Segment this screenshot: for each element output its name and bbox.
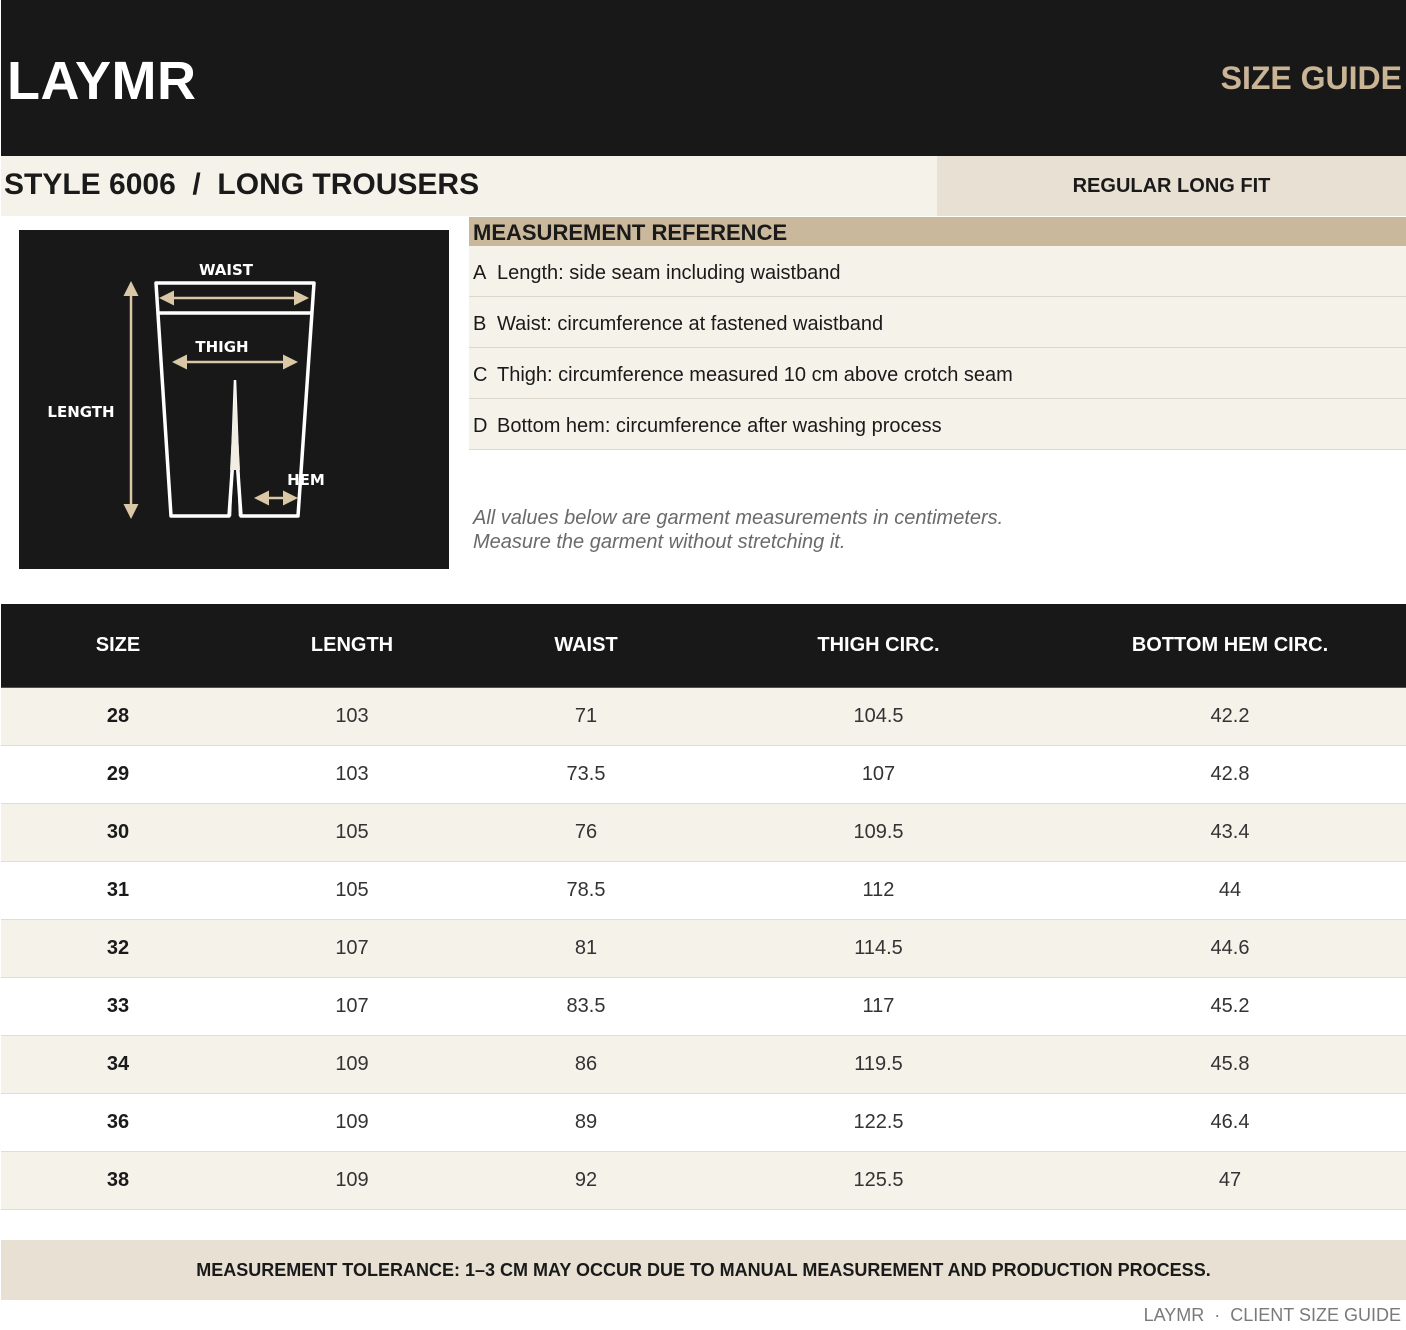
waist-label: WAIST (198, 261, 254, 279)
length-label: LENGTH (47, 403, 115, 421)
table-row (1, 862, 1406, 920)
table-row (1, 1094, 1406, 1152)
cell-thigh: 109.5 (703, 804, 1054, 862)
header-bar (1, 0, 1406, 156)
cell-waist: 86 (469, 1036, 703, 1094)
cell-length: 107 (235, 978, 469, 1036)
cell-length: 109 (235, 1152, 469, 1210)
thigh-label: THIGH (195, 338, 249, 356)
cell-bottom-hem: 44 (1054, 862, 1406, 920)
hem-label: HEM (287, 471, 325, 489)
cell-thigh: 125.5 (703, 1152, 1054, 1210)
cell-thigh: 114.5 (703, 920, 1054, 978)
table-header-row (1, 604, 1406, 688)
measurement-reference-heading: MEASUREMENT REFERENCE (469, 217, 1406, 246)
cell-size: 34 (1, 1036, 235, 1094)
cell-thigh: 112 (703, 862, 1054, 920)
reference-letter: C (473, 364, 488, 386)
cell-size: 38 (1, 1152, 235, 1210)
cell-length: 105 (235, 804, 469, 862)
cell-size: 28 (1, 688, 235, 746)
table-row (1, 746, 1406, 804)
size-table-body (1, 688, 1406, 1210)
measurement-reference-list (469, 246, 1406, 450)
cell-length: 109 (235, 1094, 469, 1152)
reference-item (469, 348, 1406, 399)
cell-length: 109 (235, 1036, 469, 1094)
cell-waist: 78.5 (469, 862, 703, 920)
table-row (1, 978, 1406, 1036)
cell-thigh: 119.5 (703, 1036, 1054, 1094)
cell-waist: 92 (469, 1152, 703, 1210)
note-line: All values below are garment measurements in centimeters. (473, 507, 1004, 529)
reference-letter: A (473, 262, 487, 284)
cell-waist: 81 (469, 920, 703, 978)
reference-text: Thigh: circumference measured 10 cm above crotch seam (497, 364, 1013, 386)
cell-size: 30 (1, 804, 235, 862)
table-row (1, 804, 1406, 862)
cell-length: 103 (235, 746, 469, 804)
cell-length: 103 (235, 688, 469, 746)
tolerance-note: MEASUREMENT TOLERANCE: 1–3 CM MAY OCCUR DUE TO MANUAL MEASUREMENT AND PRODUCTION PROCESS. (1, 1240, 1406, 1300)
document-title: SIZE GUIDE (1220, 60, 1402, 96)
cell-size: 33 (1, 978, 235, 1036)
cell-bottom-hem: 42.8 (1054, 746, 1406, 804)
trousers-illustration (19, 230, 449, 569)
reference-letter: D (473, 415, 488, 437)
size-table (1, 604, 1406, 1210)
style-title: STYLE 6006 / LONG TROUSERS (4, 168, 480, 201)
cell-bottom-hem: 47 (1054, 1152, 1406, 1210)
brand-logo: LAYMR (7, 51, 197, 111)
reference-item (469, 297, 1406, 348)
note-line: Measure the garment without stretching it. (473, 531, 846, 553)
cell-thigh: 104.5 (703, 688, 1054, 746)
reference-letter: B (473, 313, 487, 335)
cell-size: 36 (1, 1094, 235, 1152)
table-row (1, 920, 1406, 978)
cell-waist: 83.5 (469, 978, 703, 1036)
reference-text: Bottom hem: circumference after washing process (497, 415, 942, 437)
table-row (1, 1152, 1406, 1210)
cell-waist: 73.5 (469, 746, 703, 804)
cell-size: 29 (1, 746, 235, 804)
column-header-size: SIZE (1, 604, 235, 688)
trousers-diagram (19, 230, 449, 569)
table-row (1, 688, 1406, 746)
cell-size: 31 (1, 862, 235, 920)
reference-text: Length: side seam including waistband (497, 262, 841, 284)
reference-item (469, 246, 1406, 297)
cell-thigh: 122.5 (703, 1094, 1054, 1152)
column-header-bottom-hem: BOTTOM HEM CIRC. (1054, 604, 1406, 688)
cell-bottom-hem: 45.8 (1054, 1036, 1406, 1094)
cell-bottom-hem: 43.4 (1054, 804, 1406, 862)
measurement-note (473, 506, 1003, 554)
cell-thigh: 107 (703, 746, 1054, 804)
cell-waist: 76 (469, 804, 703, 862)
column-header-waist: WAIST (469, 604, 703, 688)
column-header-thigh: THIGH CIRC. (703, 604, 1054, 688)
cell-bottom-hem: 46.4 (1054, 1094, 1406, 1152)
table-row (1, 1036, 1406, 1094)
cell-waist: 71 (469, 688, 703, 746)
reference-text: Waist: circumference at fastened waistband (497, 313, 884, 335)
column-header-length: LENGTH (235, 604, 469, 688)
crotch-fill (230, 380, 240, 470)
cell-thigh: 117 (703, 978, 1054, 1036)
cell-length: 105 (235, 862, 469, 920)
cell-waist: 89 (469, 1094, 703, 1152)
reference-item (469, 399, 1406, 450)
cell-bottom-hem: 42.2 (1054, 688, 1406, 746)
cell-bottom-hem: 45.2 (1054, 978, 1406, 1036)
cell-length: 107 (235, 920, 469, 978)
fit-label: REGULAR LONG FIT (937, 156, 1406, 216)
cell-bottom-hem: 44.6 (1054, 920, 1406, 978)
footer-text: LAYMR · CLIENT SIZE GUIDE (1143, 1305, 1401, 1325)
cell-size: 32 (1, 920, 235, 978)
